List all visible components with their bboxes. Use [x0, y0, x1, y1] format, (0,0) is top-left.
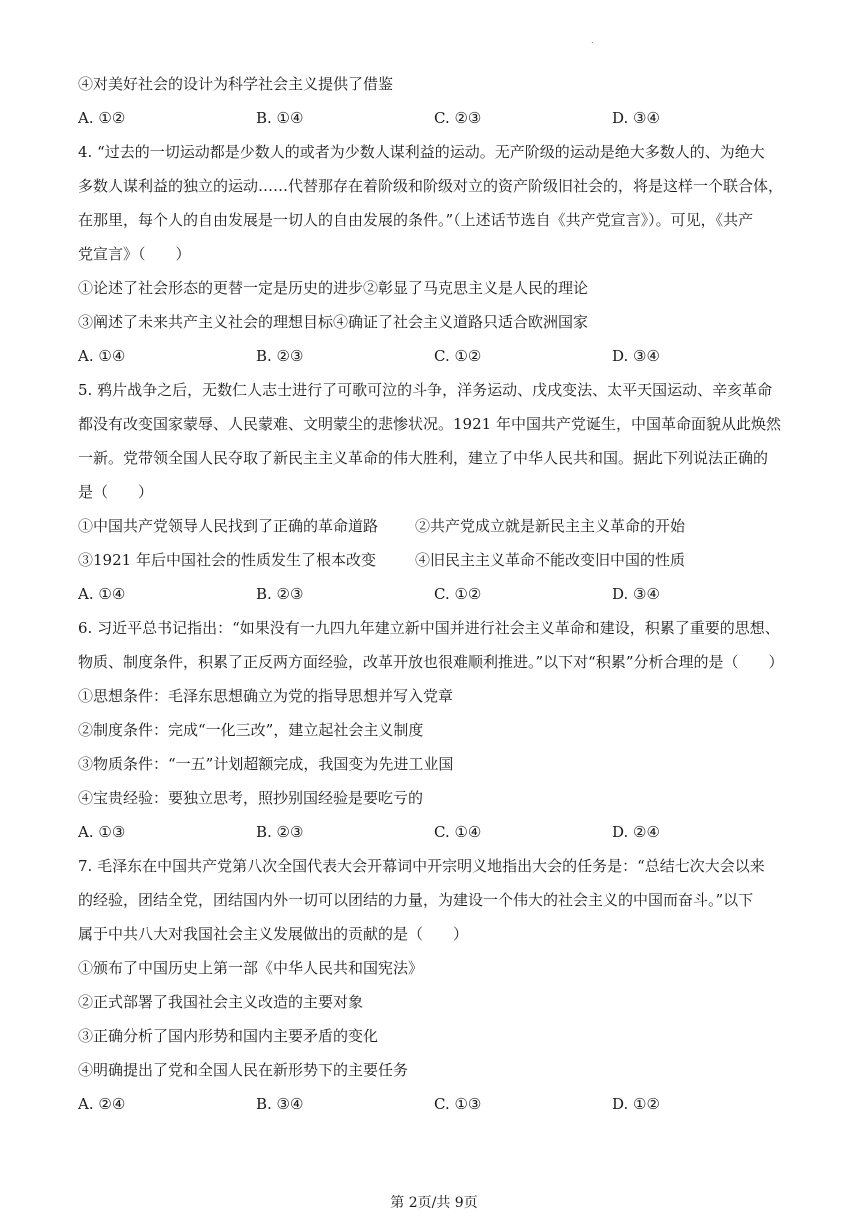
q7-item-4: ④明确提出了党和全国人民在新形势下的主要任务 — [78, 1061, 409, 1079]
q6-stem-line: 6. 习近平总书记指出：“如果没有一九四九年建立新中国并进行社会主义革命和建设，积累了重要的思想、 — [78, 619, 780, 637]
q4-stem-line: 4. “过去的一切运动都是少数人的或者为少数人谋利益的运动。无产阶级的运动是绝大多数人的、为绝大 — [78, 143, 765, 161]
q4-option-c[interactable]: C. ①② — [434, 347, 482, 365]
q6-option-a[interactable]: A. ①③ — [78, 823, 126, 841]
q3-item-4: ④对美好社会的设计为科学社会主义提供了借鉴 — [78, 75, 394, 93]
q7-stem — [78, 852, 790, 954]
q7-option-b[interactable]: B. ③④ — [256, 1095, 304, 1113]
q5-stem-line: 都没有改变国家蒙辱、人民蒙难、文明蒙尘的悲惨状况。1921 年中国共产党诞生，中国革命面貌从此焕然 — [78, 415, 781, 433]
q7-stem-line: 的经验，团结全党，团结国内外一切可以团结的力量，为建设一个伟大的社会主义的中国而奋斗。”以下 — [78, 891, 754, 909]
q5-items-row — [78, 512, 790, 546]
q6-option-d[interactable]: D. ②④ — [612, 823, 660, 841]
q5-stem-line: 5. 鸦片战争之后，无数仁人志士进行了可歌可泣的斗争，洋务运动、戊戌变法、太平天国运动、辛亥革命 — [78, 381, 773, 399]
q7-options — [78, 1090, 790, 1124]
q5-option-a[interactable]: A. ①④ — [78, 585, 126, 603]
q4-stem-line: 在那里，每个人的自由发展是一切人的自由发展的条件。”（上述话节选自《共产党宣言》）。可见，《共产 — [78, 211, 754, 229]
q4-option-d[interactable]: D. ③④ — [612, 347, 660, 365]
q6-item-3: ③物质条件：“一五”计划超额完成，我国变为先进工业国 — [78, 755, 454, 773]
q7-stem-line: 7. 毛泽东在中国共产党第八次全国代表大会开幕词中开宗明义地指出大会的任务是：“总结七次大会以来 — [78, 857, 765, 875]
q5-stem-line: 一新。党带领全国人民夺取了新民主主义革命的伟大胜利，建立了中华人民共和国。据此下列说法正确的 — [78, 449, 769, 467]
q7-option-c[interactable]: C. ①③ — [434, 1095, 482, 1113]
q5-item-3: ③1921 年后中国社会的性质发生了根本改变 — [78, 551, 376, 569]
page-number-footer: 第 2页/共 9页 — [390, 1195, 478, 1211]
q5-stem — [78, 376, 790, 512]
q4-items-line: ③阐述了未来共产主义社会的理想目标④确证了社会主义道路只适合欧洲国家 — [78, 313, 589, 331]
q6-stem-line: 物质、制度条件，积累了正反两方面经验，改革开放也很难顺利推进。”以下对“积累”分析合理的是（ ） — [78, 653, 784, 671]
q4-stem-line: 多数人谋利益的独立的运动……代替那存在着阶级和阶级对立的资产阶级旧社会的，将是这样一个联合体， — [78, 177, 784, 195]
q3-option-d[interactable]: D. ③④ — [612, 109, 660, 127]
q4-options — [78, 342, 790, 376]
q7-item-1: ①颁布了中国历史上第一部《中华人民共和国宪法》 — [78, 959, 424, 977]
q6-option-b[interactable]: B. ②③ — [256, 823, 304, 841]
q5-options — [78, 580, 790, 614]
q7-option-a[interactable]: A. ②④ — [78, 1095, 126, 1113]
q4-stem-line: 党宣言》（ ） — [78, 245, 191, 263]
q7-stem-line: 属于中共八大对我国社会主义发展做出的贡献的是（ ） — [78, 925, 469, 943]
q7-option-d[interactable]: D. ①② — [612, 1095, 660, 1113]
q6-option-c[interactable]: C. ①④ — [434, 823, 482, 841]
q3-option-c[interactable]: C. ②③ — [434, 109, 482, 127]
q4-items-line: ①论述了社会形态的更替一定是历史的进步②彰显了马克思主义是人民的理论 — [78, 279, 589, 297]
q5-item-2: ②共产党成立就是新民主主义革命的开始 — [415, 517, 686, 535]
q5-item-4: ④旧民主主义革命不能改变旧中国的性质 — [415, 551, 686, 569]
q3-option-a[interactable]: A. ①② — [78, 109, 126, 127]
q7-item-3: ③正确分析了国内形势和国内主要矛盾的变化 — [78, 1027, 379, 1045]
q5-option-b[interactable]: B. ②③ — [256, 585, 304, 603]
question-content — [78, 70, 790, 1124]
q6-item-4: ④宝贵经验：要独立思考，照抄别国经验是要吃亏的 — [78, 789, 424, 807]
q5-stem-line: 是（ ） — [78, 483, 154, 501]
q6-item-2: ②制度条件：完成“一化三改”，建立起社会主义制度 — [78, 721, 424, 739]
q6-stem — [78, 614, 790, 682]
q3-options — [78, 104, 790, 138]
q4-stem — [78, 138, 790, 274]
q3-option-b[interactable]: B. ①④ — [256, 109, 304, 127]
q7-item-2: ②正式部署了我国社会主义改造的主要对象 — [78, 993, 364, 1011]
q5-option-d[interactable]: D. ③④ — [612, 585, 660, 603]
q4-option-a[interactable]: A. ①④ — [78, 347, 126, 365]
q5-items-row — [78, 546, 790, 580]
q5-item-1: ①中国共产党领导人民找到了正确的革命道路 — [78, 517, 379, 535]
q6-item-1: ①思想条件：毛泽东思想确立为党的指导思想并写入党章 — [78, 687, 454, 705]
q5-option-c[interactable]: C. ①② — [434, 585, 482, 603]
q4-option-b[interactable]: B. ②③ — [256, 347, 304, 365]
speck: . — [591, 36, 594, 45]
q6-options — [78, 818, 790, 852]
